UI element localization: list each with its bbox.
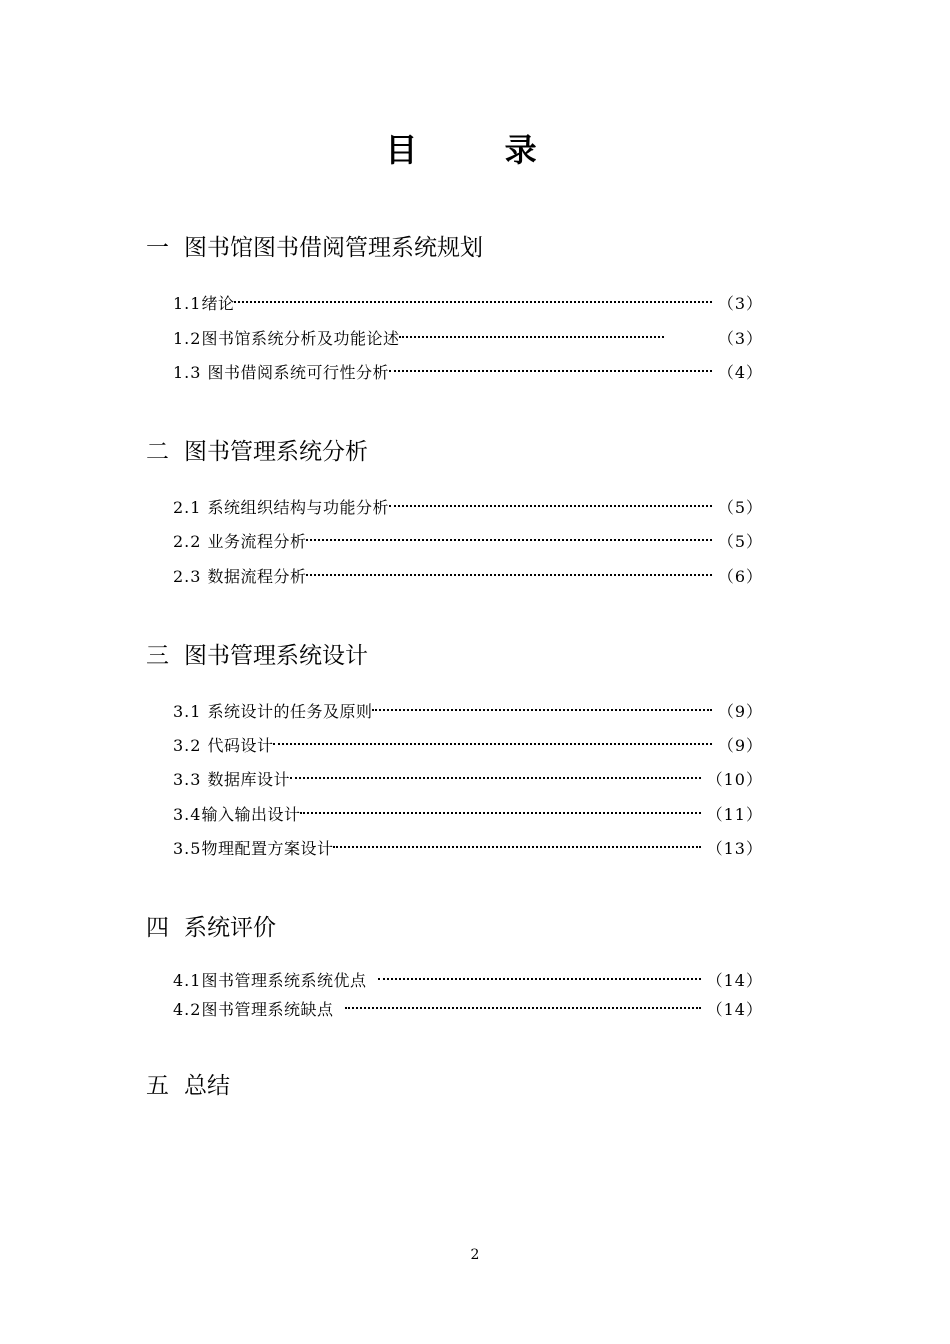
section-title: 图书馆图书借阅管理系统规划 (184, 235, 483, 261)
entry-label: 数据流程分析 (207, 567, 307, 586)
entry-page: （6） (717, 567, 763, 586)
entry-label: 图书借阅系统可行性分析 (207, 363, 389, 382)
section-heading-5 (146, 1071, 230, 1101)
toc-title: 目 录 (385, 131, 575, 169)
entry-label: 代码设计 (207, 736, 274, 755)
section-title: 总结 (184, 1073, 230, 1099)
entry-code: 4.1 (173, 971, 202, 990)
entry-code: 4.2 (173, 1000, 202, 1019)
dot-leader (389, 491, 712, 513)
toc-entry[interactable] (173, 525, 763, 551)
dot-leader (306, 525, 711, 547)
entry-code: 3.4 (173, 805, 202, 824)
section-title: 图书管理系统设计 (184, 643, 368, 669)
entry-code: 2.2 (173, 532, 202, 551)
entry-page: （3） (717, 294, 763, 313)
entry-label: 系统组织结构与功能分析 (207, 498, 389, 517)
entry-code: 3.5 (173, 839, 202, 858)
dot-leader (378, 964, 700, 986)
entry-page: （4） (717, 363, 763, 382)
section-heading-2 (146, 437, 368, 467)
dot-leader (273, 729, 711, 751)
dot-leader (333, 832, 700, 854)
toc-entry[interactable] (173, 729, 763, 755)
section-number: 四 (146, 915, 169, 941)
entry-page: （5） (717, 532, 763, 551)
dot-leader (306, 560, 711, 582)
entry-code: 1.1 (173, 294, 202, 313)
entry-page: （13） (706, 839, 763, 858)
dot-leader (345, 993, 700, 1015)
toc-entry[interactable] (173, 491, 763, 517)
entry-label: 数据库设计 (207, 770, 290, 789)
toc-entry[interactable] (173, 322, 763, 348)
entry-page: （14） (706, 1000, 763, 1019)
dot-leader (234, 287, 711, 309)
toc-entry[interactable] (173, 287, 763, 313)
section-heading-4 (146, 913, 276, 943)
toc-entry[interactable] (173, 832, 763, 858)
toc-entry[interactable] (173, 993, 763, 1019)
dot-leader (399, 322, 663, 344)
section-number: 一 (146, 235, 169, 261)
entry-page: （10） (706, 770, 763, 789)
entry-label: 物理配置方案设计 (201, 839, 334, 858)
entry-code: 1.3 (173, 363, 202, 382)
entry-label: 图书管理系统系统优点 (201, 971, 367, 990)
toc-entry[interactable] (173, 763, 763, 789)
entry-page: （9） (717, 702, 763, 721)
entry-label: 绪论 (201, 294, 235, 313)
entry-code: 3.3 (173, 770, 202, 789)
section-title: 系统评价 (184, 915, 276, 941)
section-number: 二 (146, 439, 169, 465)
entry-page: （9） (717, 736, 763, 755)
entry-code: 3.1 (173, 702, 202, 721)
dot-leader (372, 695, 711, 717)
entry-page: （14） (706, 971, 763, 990)
entry-label: 图书管理系统缺点 (201, 1000, 334, 1019)
section-heading-3 (146, 641, 368, 671)
page-number: 2 (470, 1247, 480, 1263)
entry-code: 1.2 (173, 329, 202, 348)
toc-entry[interactable] (173, 560, 763, 586)
entry-label: 系统设计的任务及原则 (207, 702, 373, 721)
entry-page: （5） (717, 498, 763, 517)
dot-leader (290, 763, 701, 785)
dot-leader (300, 798, 700, 820)
section-number: 三 (146, 643, 169, 669)
entry-label: 业务流程分析 (207, 532, 307, 551)
section-heading-1 (146, 233, 483, 263)
dot-leader (389, 356, 712, 378)
section-title: 图书管理系统分析 (184, 439, 368, 465)
entry-label: 图书馆系统分析及功能论述 (201, 329, 400, 348)
entry-page: （11） (706, 805, 763, 824)
entry-label: 输入输出设计 (201, 805, 301, 824)
toc-entry[interactable] (173, 964, 763, 990)
entry-code: 2.1 (173, 498, 202, 517)
entry-code: 2.3 (173, 567, 202, 586)
entry-code: 3.2 (173, 736, 202, 755)
entry-page: （3） (717, 329, 763, 348)
section-number: 五 (146, 1073, 169, 1099)
toc-entry[interactable] (173, 798, 763, 824)
toc-entry[interactable] (173, 695, 763, 721)
toc-entry[interactable] (173, 356, 763, 382)
